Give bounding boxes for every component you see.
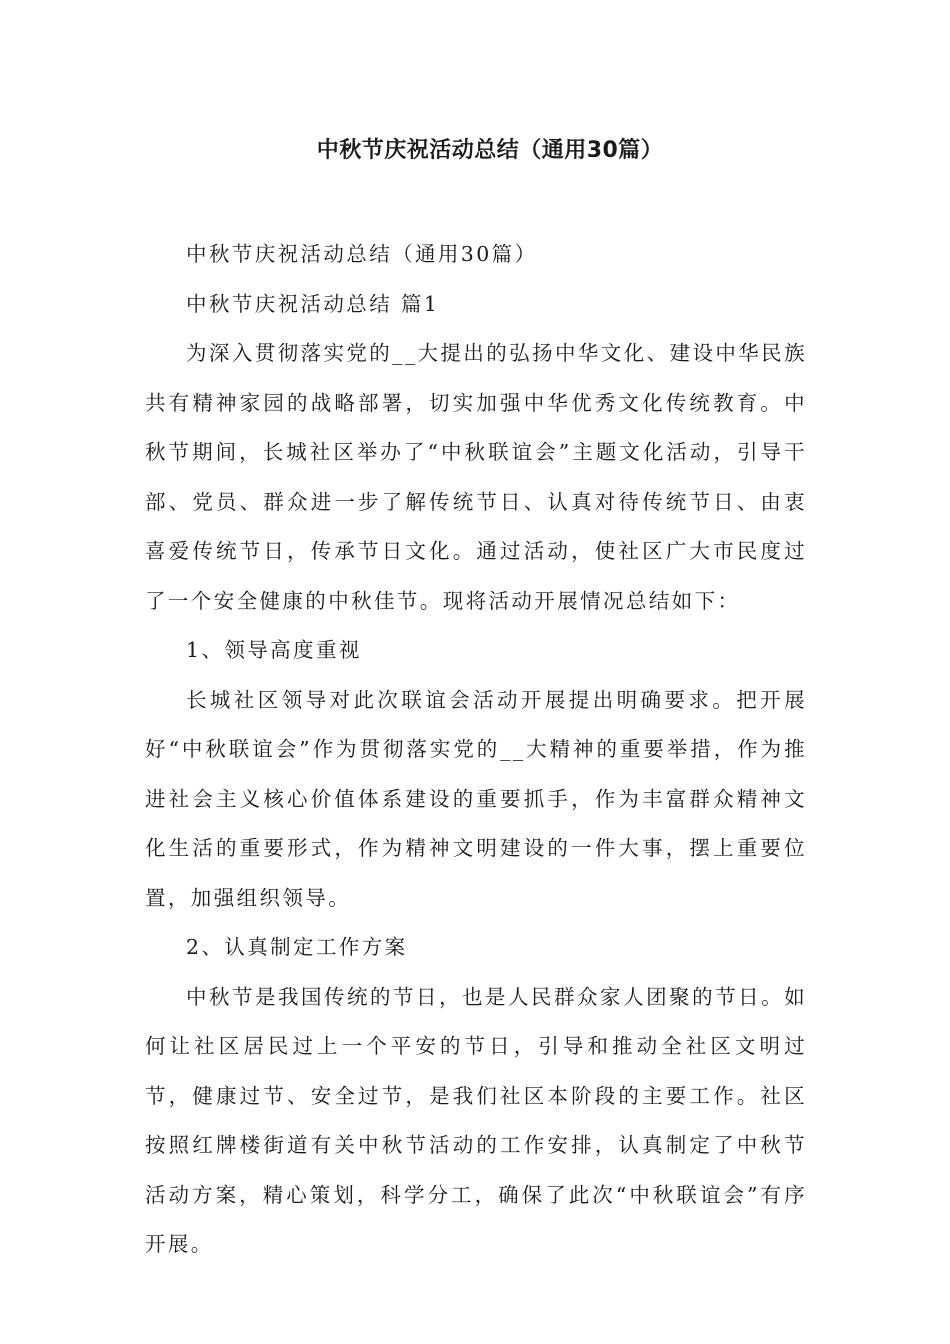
point-heading-1: 1、领导高度重视 bbox=[186, 638, 362, 662]
subtitle-paragraph: 中秋节庆祝活动总结（通用30篇） bbox=[186, 242, 538, 266]
intro-paragraph: 为深入贯彻落实党的__大提出的弘扬中华文化、建设中华民族共有精神家园的战略部署，切实加强中华优秀文化传统教育。中秋节期间，长城社区举办了“中秋联谊会”主题文化活动，引导干部、党员、群众进一步了解传统节日、认真对待传统节日、由衷喜爱传统节日，传承节日文化。通过活动，使社区广大市民度过了一个安全健康的中秋佳节。现将活动开展情况总结如下： bbox=[145, 341, 807, 613]
point-paragraph-2: 中秋节是我国传统的节日，也是人民群众家人团聚的节日。如何让社区居民过上一个平安的节日，引导和推动全社区文明过节，健康过节、安全过节，是我们社区本阶段的主要工作。社区按照红牌楼街道有关中秋节活动的工作安排，认真制定了中秋节活动方案，精心策划，科学分工，确保了此次“中秋联谊会”有序开展。 bbox=[145, 984, 807, 1256]
document-body bbox=[145, 230, 807, 1270]
point-heading-2: 2、认真制定工作方案 bbox=[186, 935, 408, 959]
document-title: 中秋节庆祝活动总结（通用30篇） bbox=[316, 138, 664, 163]
point-paragraph-1: 长城社区领导对此次联谊会活动开展提出明确要求。把开展好“中秋联谊会”作为贯彻落实党的__大精神的重要举措，作为推进社会主义核心价值体系建设的重要抓手，作为丰富群众精神文化生活的重要形式，作为精神文明建设的一件大事，摆上重要位置，加强组织领导。 bbox=[145, 687, 807, 910]
section-heading: 中秋节庆祝活动总结 篇1 bbox=[186, 291, 440, 316]
